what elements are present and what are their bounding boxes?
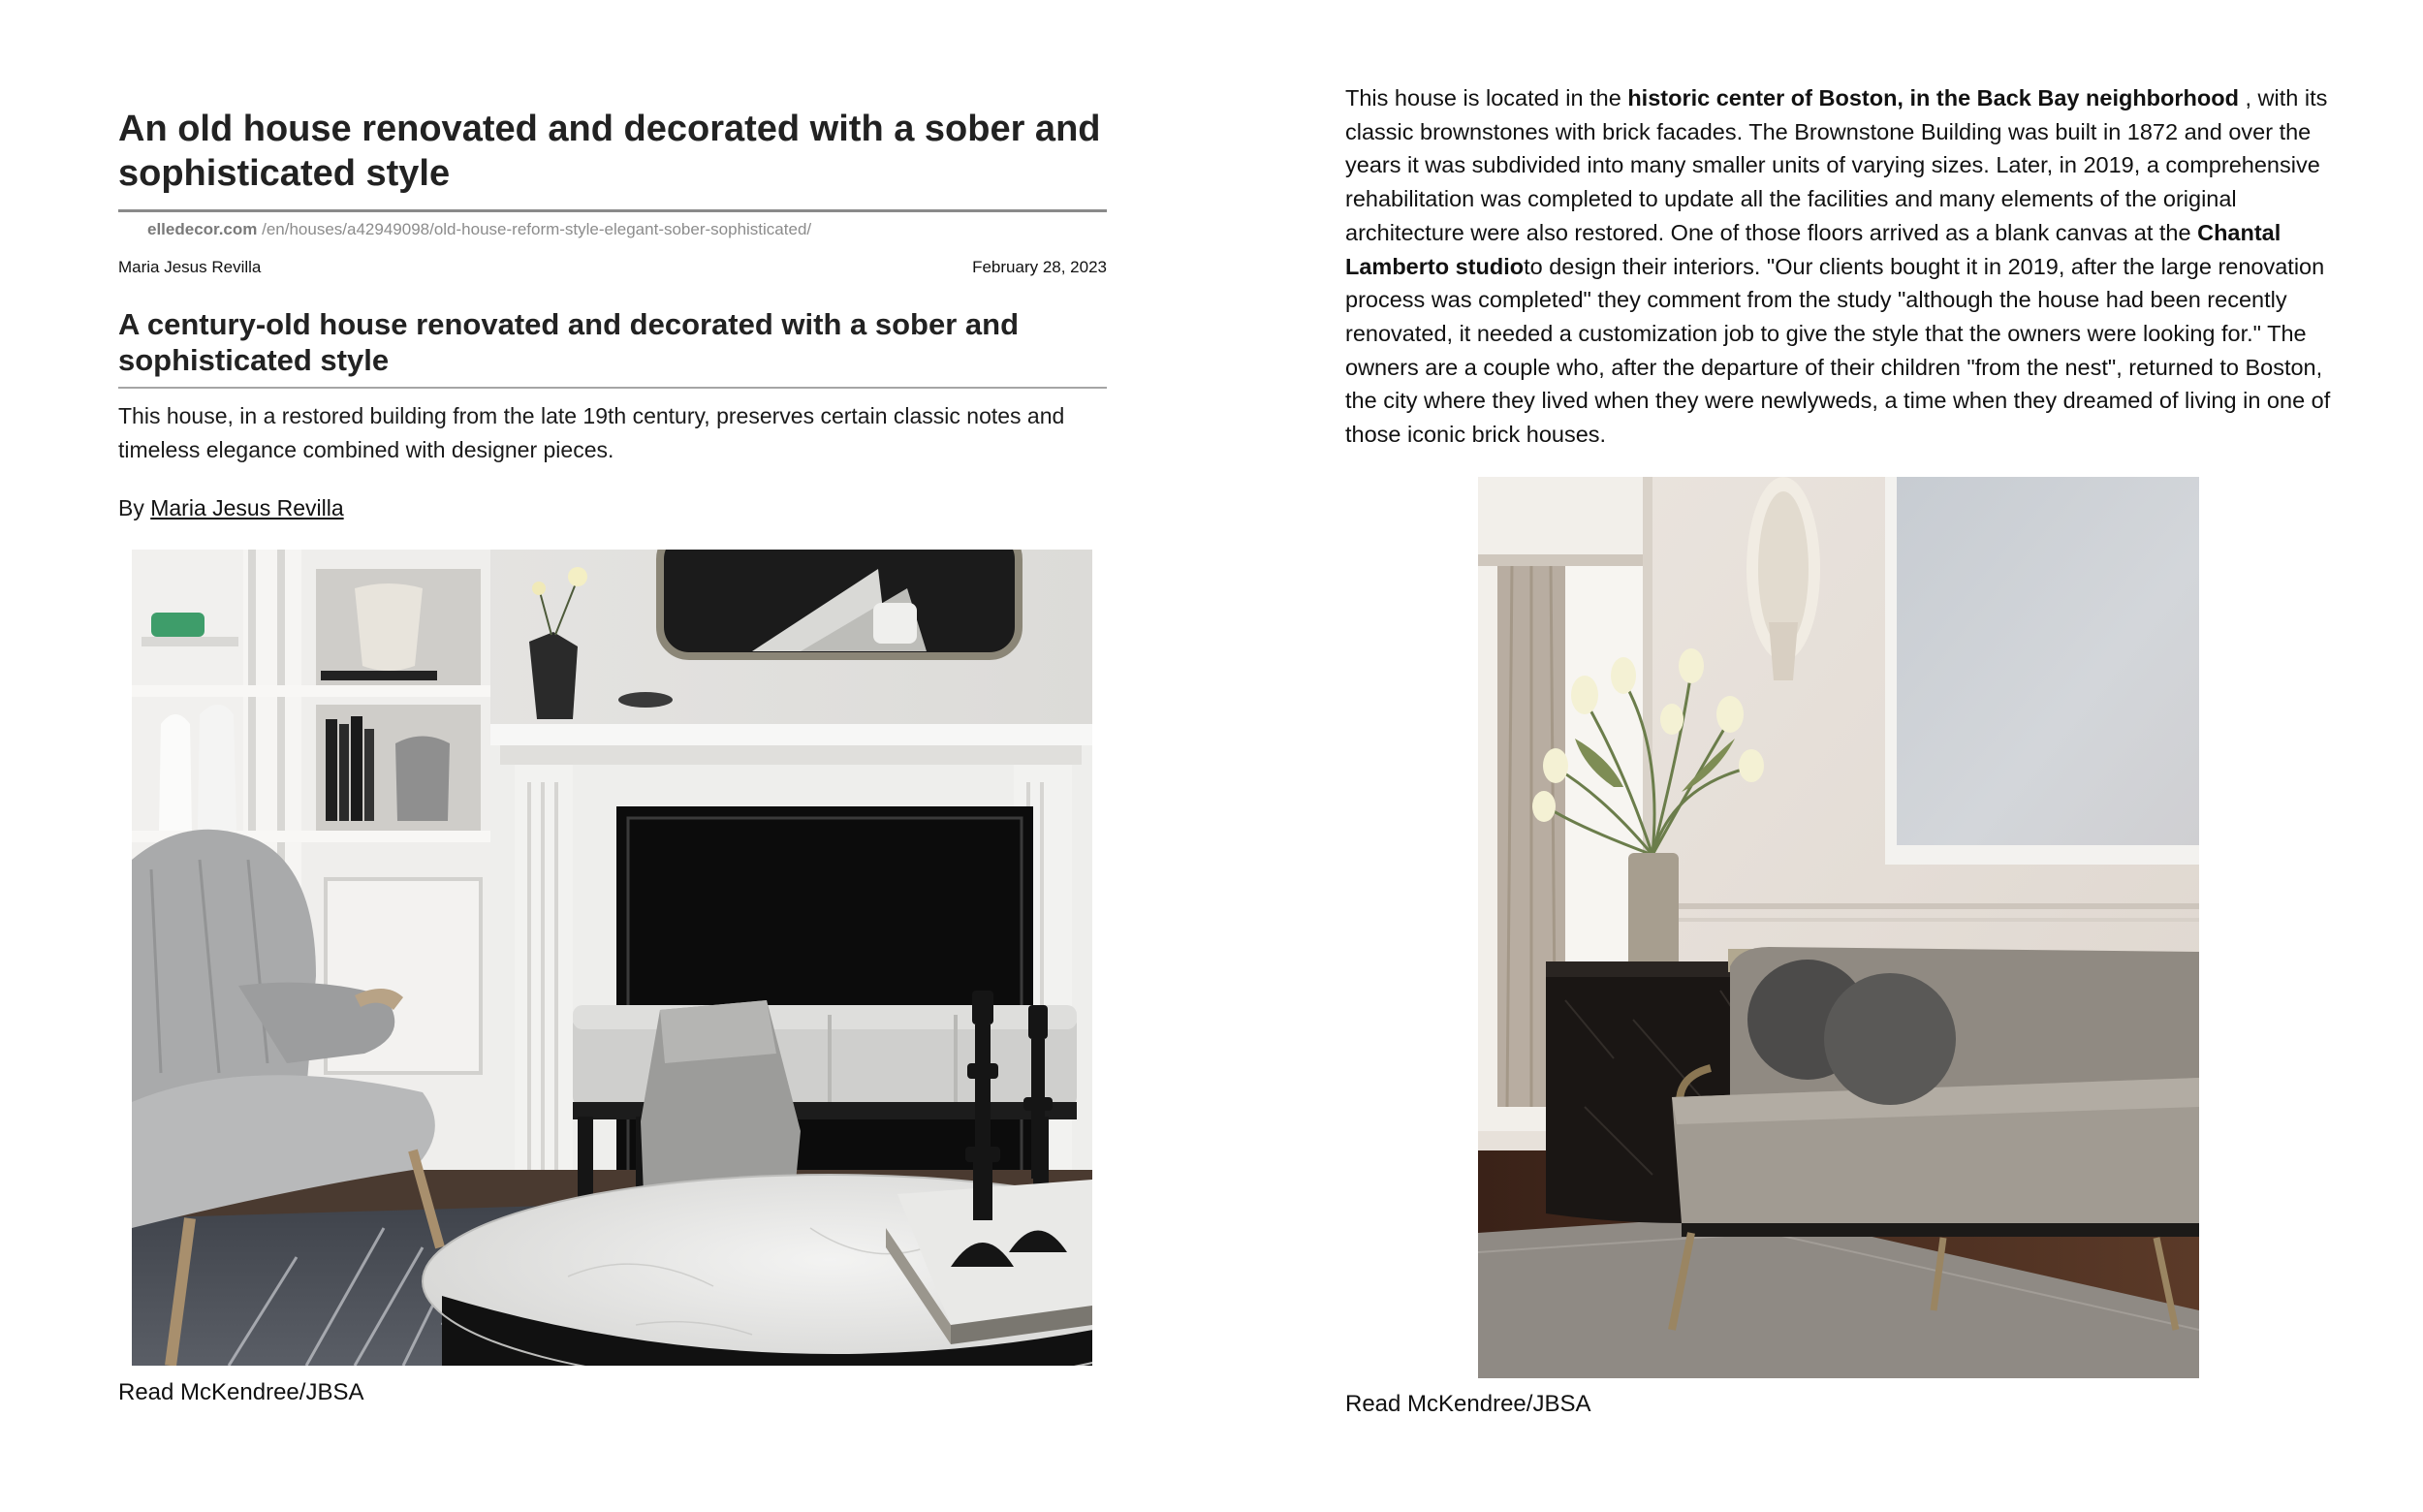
url-path: /en/houses/a42949098/old-house-reform-style-elegant-sober-sophisticated/	[257, 220, 812, 238]
byline-prefix: By	[118, 495, 151, 520]
body-bold-location: historic center of Boston, in the Back Bay neighborhood	[1627, 85, 2239, 110]
article-meta	[118, 258, 1107, 277]
meta-author: Maria Jesus Revilla	[118, 258, 262, 276]
photo-caption-right: Read McKendree/JBSA	[1345, 1391, 1591, 1417]
source-url[interactable]	[147, 220, 811, 239]
living-room-photo	[132, 550, 1092, 1366]
body-text-3: to design their interiors. "Our clients bought it in 2019, after the large renovation process was completed" they comment from the study "although the house had been recently renovated, it needed a customization job to give the style that the owners were looking for." The owners are a couple who, after the departure of their children "from the nest", returned to Boston, the city where they lived when they were newlyweds, a time when they dreamed of living in one of those iconic brick houses.	[1345, 253, 2331, 448]
byline-author-link[interactable]: Maria Jesus Revilla	[150, 495, 344, 520]
body-bold-studio: Chantal Lamberto studio	[1345, 219, 2281, 279]
body-text-2: , with its classic brownstones with brick facades. The Brownstone Building was built in 1872 and over the years it was subdivided into many smaller units of varying sizes. Later, in 2019, a comprehensive rehabilitation was completed to update all the facilities and many elements of the original architecture were also restored. One of those floors arrived as a blank canvas at the	[1345, 85, 2328, 245]
byline	[118, 493, 344, 522]
sofa-photo	[1478, 477, 2199, 1378]
url-domain: elledecor.com	[147, 220, 258, 238]
photo-caption-left: Read McKendree/JBSA	[118, 1379, 364, 1405]
title-divider	[118, 209, 1107, 212]
body-text-1: This house is located in the	[1345, 85, 1628, 110]
article-dek: This house, in a restored building from the late 19th century, preserves certain classic notes and timeless elegance combined with designer pieces.	[118, 403, 1065, 462]
meta-date: February 28, 2023	[972, 258, 1107, 276]
document-title: An old house renovated and decorated with a sober and sophisticated style	[118, 109, 1101, 194]
article-title-divider	[118, 387, 1107, 389]
article-body-paragraph	[1345, 81, 2334, 452]
article-title: A century-old house renovated and decorated with a sober and sophisticated style	[118, 307, 1020, 377]
